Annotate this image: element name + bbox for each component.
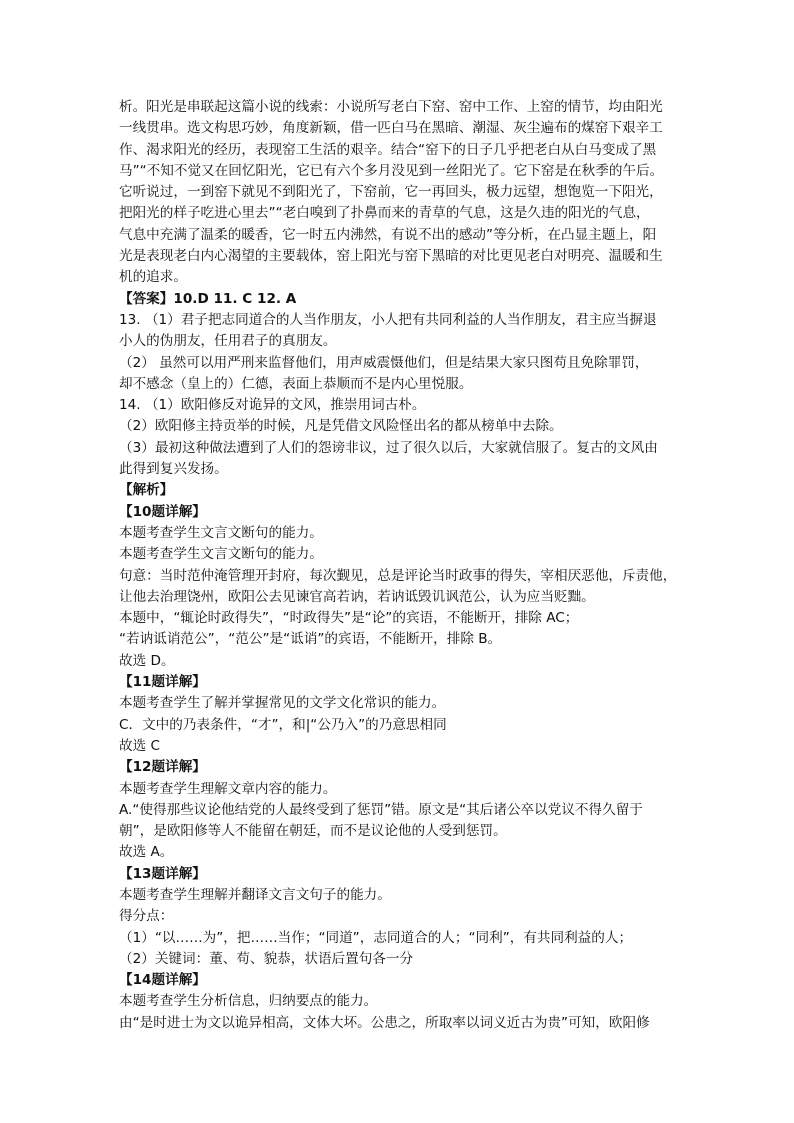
text-line: （1）“以……为”，把……当作；“同道”，志同道合的人；“同利”，有共同利益的人； [119, 929, 633, 946]
document-page [119, 97, 689, 1034]
text-line: 机的追求。 [119, 269, 187, 286]
text-line: 由“是时进士为文以诡异相高，文体大坏。公患之，所取率以词义近古为贵”可知，欧阳修 [119, 1014, 650, 1031]
text-line: 本题中，“辄论时政得失”，“时政得失”是“论”的宾语，不能断开，排除 AC； [119, 610, 579, 627]
text-line: 把阳光的样子吃进心里去”“老白嗅到了扑鼻而来的青草的气息，这是久违的阳光的气息， [119, 205, 650, 222]
text-line: 此得到复兴发扬。 [119, 461, 228, 478]
text-line: “若讷诋诮范公”，“范公”是“诋诮”的宾语，不能断开，排除 B。 [119, 631, 502, 648]
text-line: 一线贯串。选文构思巧妙，角度新颖，借一匹白马在黑暗、潮湿、灰尘遍布的煤窑下艰辛工 [119, 120, 663, 137]
text-line: 本题考查学生文言文断句的能力。 [119, 546, 323, 563]
text-line: 故选 D。 [119, 652, 175, 669]
text-line: 句意：当时范仲淹管理开封府，每次觐见，总是评论当时政事的得失，宰相厌恶他，斥责他， [119, 567, 677, 584]
text-line: 作、渴求阳光的经历，表现窑工生活的艰辛。结合“窑下的日子几乎把老白从白马变成了黑 [119, 141, 657, 158]
section-heading-q14: 【14题详解】 [119, 972, 206, 989]
text-line: 它听说过，一到窑下就见不到阳光了，下窑前，它一再回头，极力远望，想饱览一下阳光， [119, 184, 663, 201]
text-line: A.“使得那些议论他结党的人最终受到了惩罚”错。原文是“其后诸公卒以党议不得久留于 [119, 801, 643, 818]
text-line: 光是表现老白内心渴望的主要载体，窑上阳光与窑下黑暗的对比更见老白对明亮、温暖和生 [119, 248, 663, 265]
section-heading-q13: 【13题详解】 [119, 865, 206, 882]
text-line: 本题考查学生理解文章内容的能力。 [119, 780, 337, 797]
text-line: （2）欧阳修主持贡举的时候，凡是凭借文风险怪出名的都从榜单中去除。 [119, 418, 563, 435]
text-line: （2）关键词：董、苟、貌恭，状语后置句各一分 [119, 950, 414, 967]
text-line: 故选 A。 [119, 844, 174, 861]
text-line: （3）最初这种做法遭到了人们的怨谤非议，过了很久以后，大家就信服了。复古的文风由 [119, 439, 658, 456]
text-line: 故选 C [119, 737, 161, 754]
analysis-heading: 【解析】 [119, 482, 174, 499]
text-line: 小人的伪朋友，任用君子的真朋友。 [119, 333, 337, 350]
text-line: 本题考查学生分析信息，归纳要点的能力。 [119, 993, 378, 1010]
text-line: C．文中的乃表条件，“才”，和|“公乃入”的乃意思相同 [119, 716, 447, 733]
text-line: 马”“不知不觉又在回忆阳光，它已有六个多月没见到一丝阳光了。它下窑是在秋季的午后。 [119, 162, 664, 179]
section-heading-q10: 【10题详解】 [119, 503, 206, 520]
text-line: 让他去治理饶州，欧阳公去见谏官高若讷，若讷诋毁讥讽范公，认为应当贬黜。 [119, 588, 595, 605]
text-line: 得分点： [119, 908, 174, 925]
text-line: 本题考查学生理解并翻译文言文句子的能力。 [119, 886, 391, 903]
text-line: 14. （1）欧阳修反对诡异的文风，推崇用词古朴。 [119, 397, 426, 414]
text-line: 本题考查学生了解并掌握常见的文学文化常识的能力。 [119, 695, 446, 712]
text-line: 气息中充满了温柔的暖香，它一时五内沸然，有说不出的感动”等分析，在凸显主题上，阳 [119, 226, 657, 243]
text-line: 朝”，是欧阳修等人不能留在朝廷，而不是议论他的人受到惩罚。 [119, 823, 507, 840]
text-line: 析。阳光是串联起这篇小说的线索：小说所写老白下窑、窑中工作、上窑的情节，均由阳光 [119, 99, 663, 115]
answer-heading: 【答案】10.D 11. C 12. A [119, 290, 297, 307]
section-heading-q12: 【12题详解】 [119, 759, 206, 776]
text-line: 本题考查学生文言文断句的能力。 [119, 524, 323, 541]
text-line: （2） 虽然可以用严刑来监督他们，用声威震慑他们，但是结果大家只图苟且免除罪罚， [119, 354, 649, 371]
section-heading-q11: 【11题详解】 [119, 674, 206, 691]
text-line: 却不感念（皇上的）仁德，表面上恭顺而不是内心里悦服。 [119, 375, 473, 392]
text-line: 13. （1）君子把志同道合的人当作朋友，小人把有共同利益的人当作朋友，君主应当摒退 [119, 311, 657, 328]
